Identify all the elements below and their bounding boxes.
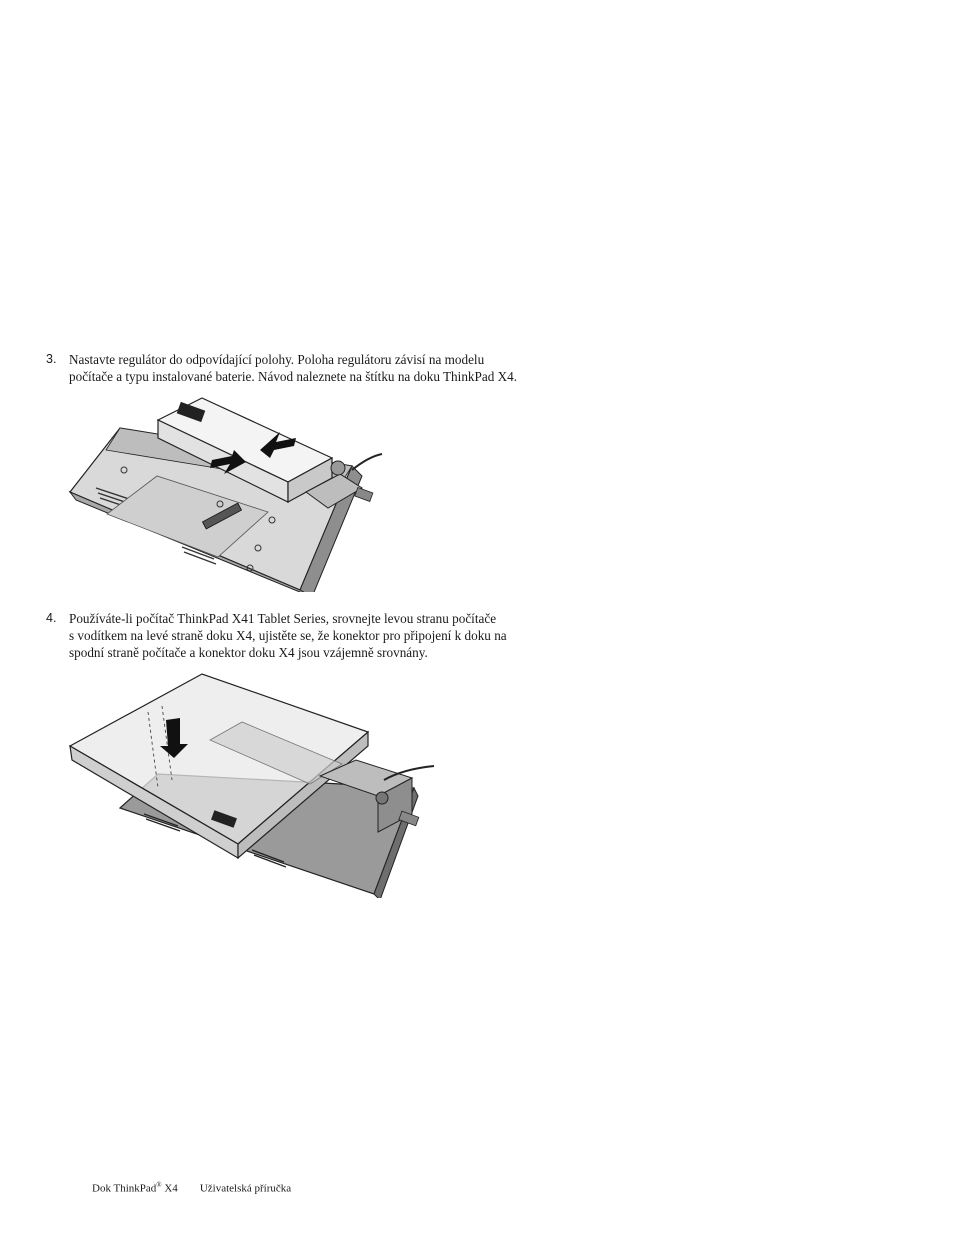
footer-model: X4 [161, 1182, 178, 1195]
registered-mark: ® [156, 1181, 162, 1189]
step-text-line: spodní straně počítače a konektor doku X4 jsou vzájemně srovnány. [69, 645, 428, 660]
footer-product: Dok ThinkPad [92, 1182, 157, 1195]
step-text-line: Používáte-li počítač ThinkPad X41 Tablet Series, srovnejte levou stranu počítače [69, 611, 497, 626]
step-number: 4. [46, 611, 57, 625]
step-text-line: počítače a typu instalované baterie. Návod naleznete na štítku na doku ThinkPad X4. [69, 369, 517, 384]
step-text [69, 351, 569, 385]
step-text [69, 610, 569, 661]
step-number: 3. [46, 352, 57, 366]
step-text-line: s vodítkem na levé straně doku X4, ujistěte se, že konektor pro připojení k doku na [69, 628, 507, 643]
dock-regulator-illustration [62, 392, 392, 592]
footer-section: Uživatelská příručka [199, 1182, 292, 1195]
page-footer [92, 1181, 291, 1195]
laptop-docking-illustration [62, 668, 442, 898]
step-text-line: Nastavte regulátor do odpovídající polohy. Poloha regulátoru závisí na modelu [69, 352, 485, 367]
